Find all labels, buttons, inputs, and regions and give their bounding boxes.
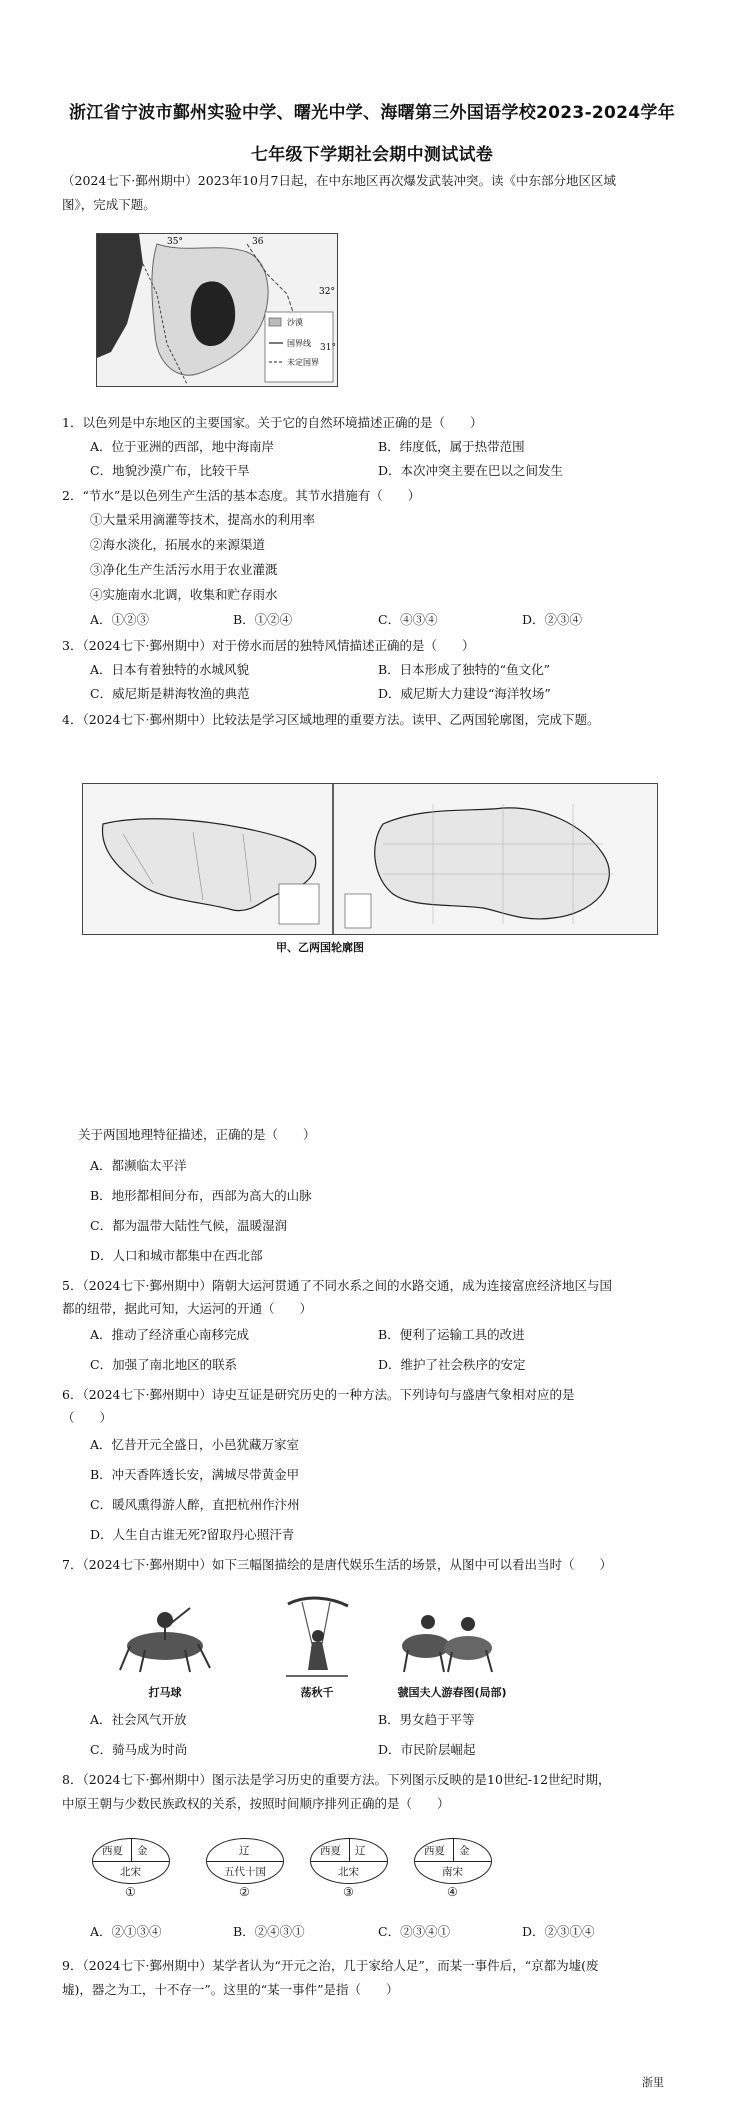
- q4-option-d[interactable]: D．人口和城市都集中在西北部: [90, 1248, 263, 1263]
- q8-d1-bottom: 北宋: [120, 1866, 141, 1878]
- q8-d3-top-right: 辽: [355, 1845, 366, 1857]
- q1-option-d[interactable]: D．本次冲突主要在巴以之间发生: [378, 463, 564, 478]
- q8-diagram-4: [414, 1838, 492, 1884]
- q2-item-3: ③净化生产生活污水用于农业灌溉: [90, 562, 278, 577]
- q4-map-caption: 甲、乙两国轮廓图: [276, 941, 364, 954]
- swing-illustration: [282, 1594, 352, 1680]
- q3-option-b[interactable]: B．日本形成了独特的“鱼文化”: [378, 662, 550, 677]
- map1-lon-35: 35°: [167, 237, 183, 247]
- map1-legend-desert: 沙漠: [287, 318, 303, 327]
- q7-caption-swing: 荡秋千: [300, 1686, 334, 1699]
- intro-line1: （2024七下·鄞州期中）2023年10月7日起，在中东地区再次爆发武装冲突。读《中东部分地区区域: [62, 173, 616, 188]
- q7-caption-spring-outing: 虢国夫人游春图(局部): [397, 1686, 507, 1699]
- q5-line1: 5．（2024七下·鄞州期中）隋朝大运河贯通了不同水系之间的水路交通，成为连接富庶经济地区与国: [62, 1278, 612, 1293]
- q8-d1-top-left: 西夏: [102, 1845, 123, 1857]
- two-countries-map: [82, 783, 658, 935]
- q8-diagram-1: [92, 1838, 170, 1884]
- q7-caption-polo: 打马球: [148, 1686, 182, 1699]
- q8-d3-top-left: 西夏: [320, 1845, 341, 1857]
- q8-d3-bottom: 北宋: [338, 1866, 359, 1878]
- q8-d2-bottom: 五代十国: [224, 1866, 266, 1878]
- q4-sub-stem: 关于两国地理特征描述，正确的是（ ）: [78, 1127, 316, 1142]
- q1-option-b[interactable]: B．纬度低，属于热带范围: [378, 439, 525, 454]
- q3-option-a[interactable]: A．日本有着独特的水城风貌: [90, 662, 250, 677]
- q2-stem: 2．“节水”是以色列生产生活的基本态度。其节水措施有（ ）: [62, 488, 421, 503]
- q8-d2-top: 辽: [239, 1845, 250, 1857]
- q2-item-4: ④实施南水北调，收集和贮存雨水: [90, 587, 278, 602]
- q8-d1-top-right: 金: [137, 1845, 148, 1857]
- exam-title-line2: 七年级下学期社会期中测试试卷: [250, 145, 494, 165]
- map1-lon-36: 36: [252, 237, 264, 247]
- q8-line1: 8．（2024七下·鄞州期中）图示法是学习历史的重要方法。下列图示反映的是10世纪-12世纪时期，: [62, 1772, 611, 1787]
- q8-d2-number: ②: [239, 1885, 250, 1899]
- q8-option-a[interactable]: A．②①③④: [90, 1924, 162, 1939]
- q8-d4-top-right: 金: [459, 1845, 470, 1857]
- map1-lat-31: 31°: [320, 343, 336, 353]
- q4-option-a[interactable]: A．都濒临太平洋: [90, 1158, 187, 1173]
- q5-line2: 都的纽带，据此可知，大运河的开通（ ）: [62, 1301, 313, 1316]
- q8-d4-top-left: 西夏: [424, 1845, 445, 1857]
- q6-line1: 6．（2024七下·鄞州期中）诗史互证是研究历史的一种方法。下列诗句与盛唐气象相对应的是: [62, 1387, 575, 1402]
- map1-lat-32: 32°: [319, 287, 335, 297]
- q3-stem: 3．（2024七下·鄞州期中）对于傍水而居的独特风情描述正确的是（ ）: [62, 638, 475, 653]
- map1-legend-undetermined: 未定国界: [287, 358, 319, 367]
- q1-stem: 1．以色列是中东地区的主要国家。关于它的自然环境描述正确的是（ ）: [62, 415, 483, 430]
- q2-item-2: ②海水淡化，拓展水的来源渠道: [90, 537, 266, 552]
- q8-option-b[interactable]: B．②④③①: [233, 1924, 305, 1939]
- q1-option-c[interactable]: C．地貌沙漠广布，比较干旱: [90, 463, 250, 478]
- q7-option-a[interactable]: A．社会风气开放: [90, 1712, 187, 1727]
- q6-line2: （ ）: [62, 1410, 113, 1425]
- q1-option-a[interactable]: A．位于亚洲的西部，地中海南岸: [90, 439, 275, 454]
- two-countries-map-drawing: [83, 784, 657, 934]
- q8-d3-number: ③: [343, 1885, 354, 1899]
- middle-east-map-drawing: [97, 234, 337, 386]
- q3-option-c[interactable]: C．威尼斯是耕海牧渔的典范: [90, 686, 250, 701]
- intro-line2: 图》，完成下题。: [62, 197, 156, 212]
- q2-option-d[interactable]: D．②③④: [522, 612, 583, 627]
- q7-stem: 7．（2024七下·鄞州期中）如下三幅图描绘的是唐代娱乐生活的场景，从图中可以看出当时（ ）: [62, 1557, 612, 1572]
- polo-illustration: [110, 1598, 220, 1678]
- q6-option-a[interactable]: A．忆昔开元全盛日，小邑犹藏万家室: [90, 1437, 300, 1452]
- q6-option-c[interactable]: C．暖风熏得游人醉，直把杭州作汴州: [90, 1497, 300, 1512]
- q6-option-d[interactable]: D．人生自古谁无死?留取丹心照汗青: [90, 1527, 295, 1542]
- q2-option-a[interactable]: A．①②③: [90, 612, 150, 627]
- q7-option-b[interactable]: B．男女趋于平等: [378, 1712, 475, 1727]
- q5-option-a[interactable]: A．推动了经济重心南移完成: [90, 1327, 250, 1342]
- q8-d1-number: ①: [125, 1885, 136, 1899]
- q3-option-d[interactable]: D．威尼斯大力建设“海洋牧场”: [378, 686, 551, 701]
- q6-option-b[interactable]: B．冲天香阵透长安，满城尽带黄金甲: [90, 1467, 300, 1482]
- q8-d4-bottom: 南宋: [442, 1866, 463, 1878]
- q7-option-c[interactable]: C．骑马成为时尚: [90, 1742, 188, 1757]
- q2-option-b[interactable]: B．①②④: [233, 612, 293, 627]
- q9-line1: 9．（2024七下·鄞州期中）某学者认为“开元之治，几于家给人足”，而某一事件后，“京都为墟(废: [62, 1958, 599, 1973]
- q2-item-1: ①大量采用滴灌等技术，提高水的利用率: [90, 512, 316, 527]
- q5-option-d[interactable]: D．维护了社会秩序的安定: [378, 1357, 526, 1372]
- exam-title-line1: 浙江省宁波市鄞州实验中学、曙光中学、海曙第三外国语学校2023-2024学年: [68, 103, 676, 123]
- q8-option-c[interactable]: C．②③④①: [378, 1924, 451, 1939]
- q4-option-b[interactable]: B．地形都相间分布，西部为高大的山脉: [90, 1188, 312, 1203]
- q2-option-c[interactable]: C．④③④: [378, 612, 438, 627]
- q4-option-c[interactable]: C．都为温带大陆性气候，温暖湿润: [90, 1218, 288, 1233]
- q4-stem: 4．（2024七下·鄞州期中）比较法是学习区域地理的重要方法。读甲、乙两国轮廓图，完成下题。: [62, 712, 600, 727]
- q8-line2: 中原王朝与少数民族政权的关系，按照时间顺序排列正确的是（ ）: [62, 1796, 450, 1811]
- page-footer: 浙里: [642, 2076, 664, 2089]
- middle-east-map: [96, 233, 338, 387]
- q5-option-b[interactable]: B．便利了运输工具的改进: [378, 1327, 525, 1342]
- spring-outing-illustration: [396, 1598, 500, 1678]
- q5-option-c[interactable]: C．加强了南北地区的联系: [90, 1357, 238, 1372]
- q8-diagram-3: [310, 1838, 388, 1884]
- q8-diagram-2: [206, 1838, 284, 1884]
- q8-d4-number: ④: [447, 1885, 458, 1899]
- map1-legend-border: 国界线: [287, 339, 311, 348]
- q8-option-d[interactable]: D．②③①④: [522, 1924, 595, 1939]
- q7-option-d[interactable]: D．市民阶层崛起: [378, 1742, 476, 1757]
- q9-line2: 墟)，器之为工，十不存一”。这里的“某一事件”是指（ ）: [62, 1982, 399, 1997]
